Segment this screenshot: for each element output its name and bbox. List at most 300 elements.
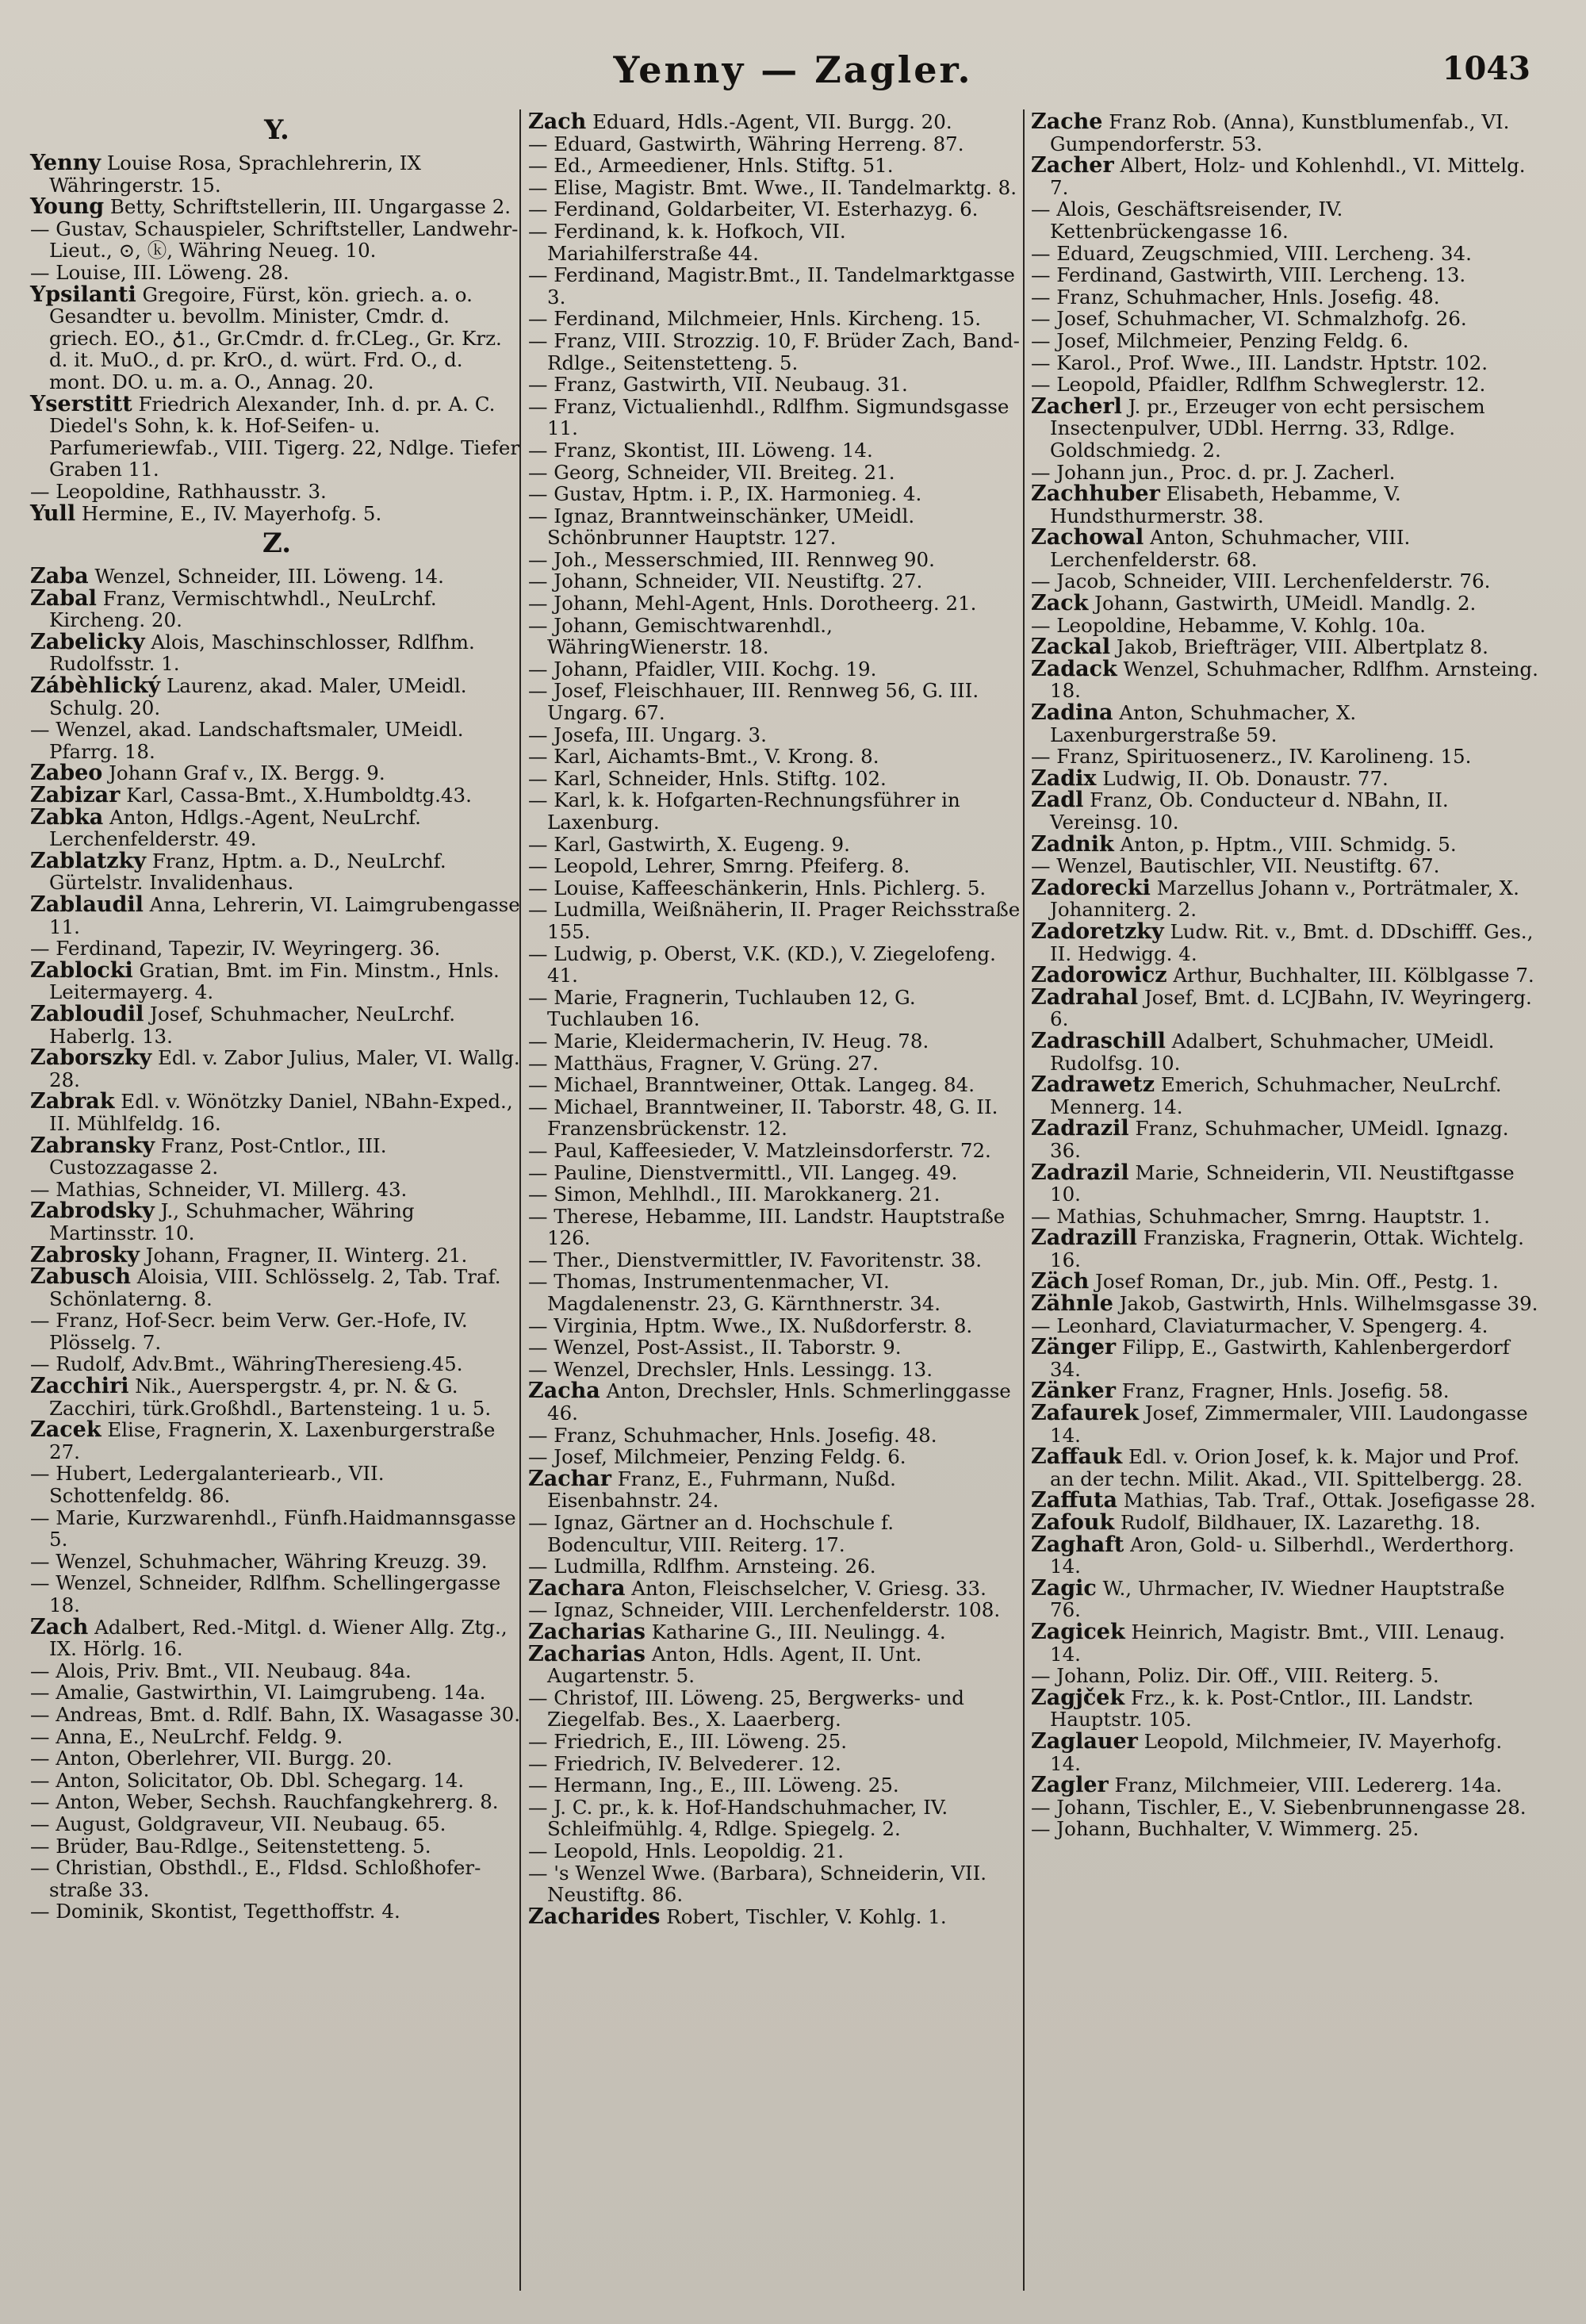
entry-text: — Hermann, Ing., E., III. Löweng. 25.: [528, 1774, 899, 1797]
directory-entry: [528, 330, 1021, 374]
directory-entry: [30, 284, 523, 393]
entry-text: — Ferdinand, k. k. Hofkoch, VII. Mariahilferstraße 44.: [528, 219, 846, 265]
directory-entry: [1031, 1575, 1538, 1622]
entry-text: Filipp, E., Gastwirth, Kahlenbergerdorf 34.: [1050, 1336, 1510, 1381]
directory-entry: [528, 1030, 1021, 1053]
directory-entry: [1031, 393, 1538, 462]
entry-text: — Leopold, Pfaidler, Rdlfhm Schweglerstr. 12.: [1031, 373, 1486, 397]
entry-surname: Zacek: [30, 1417, 102, 1443]
directory-entry: [1031, 964, 1538, 987]
directory-entry: [528, 1162, 1021, 1184]
directory-entry: [528, 1053, 1021, 1075]
entry-text: Anton, Hdls. Agent, II. Unt. Augartenstr. 5.: [547, 1642, 922, 1688]
directory-entry: [528, 549, 1021, 571]
directory-entry: [1031, 1315, 1538, 1337]
entry-text: Wenzel, Schuhmacher, Rdlfhm. Arnsteing. 18.: [1050, 657, 1538, 703]
directory-entry: [30, 1353, 523, 1375]
directory-entry: [30, 1791, 523, 1813]
entry-surname: Zachara: [528, 1575, 626, 1601]
directory-entry: [1031, 1336, 1538, 1380]
directory-entry: [30, 1091, 523, 1134]
entry-surname: Zagic: [1031, 1575, 1097, 1601]
entry-text: Edl. v. Orion Josef, k. k. Major und Prof. an der techn. Milit. Akad., VII. Spittelbergg. 28.: [1050, 1445, 1523, 1490]
entry-surname: Zacharias: [528, 1619, 646, 1644]
directory-entry: [528, 1797, 1021, 1840]
directory-entry: [1031, 286, 1538, 309]
entry-surname: Zadoretzky: [1031, 918, 1164, 944]
entry-surname: Zache: [1031, 109, 1103, 134]
entry-text: — Wenzel, Schuhmacher, Währing Kreuzg. 39.: [30, 1549, 488, 1573]
entry-surname: Zabizar: [30, 783, 121, 808]
directory-entry: [528, 834, 1021, 856]
entry-text: Franz Rob. (Anna), Kunstblumenfab., VI. Gumpendorferstr. 53.: [1050, 110, 1510, 155]
entry-text: Anton, Schuhmacher, VIII. Lerchenfelderstr. 68.: [1050, 526, 1411, 571]
entry-text: Aloisia, VIII. Schlösselg. 2, Tab. Traf. Schönlaterng. 8.: [49, 1265, 501, 1310]
entry-surname: Zafouk: [1031, 1510, 1115, 1535]
directory-entry: [1031, 1797, 1538, 1819]
directory-entry: [528, 1621, 1021, 1643]
entry-text: Franz, Vermischtwhdl., NeuLrchf. Kircheng. 20.: [49, 586, 437, 632]
directory-entry: [528, 374, 1021, 396]
column-2: [528, 111, 1021, 1927]
entry-surname: Zach: [30, 1614, 89, 1639]
directory-entry: [1031, 1402, 1538, 1446]
entry-text: Aron, Gold- u. Silberhdl., Werderthorg. 14.: [1050, 1532, 1515, 1578]
entry-text: — Anna, E., NeuLrchf. Feldg. 9.: [30, 1724, 343, 1748]
directory-entry: [30, 1747, 523, 1770]
entry-surname: Zadrawetz: [1031, 1072, 1155, 1098]
entry-text: — Karl, Schneider, Hnls. Stiftg. 102.: [528, 766, 887, 790]
directory-entry: [1031, 1534, 1538, 1578]
entry-surname: Yull: [30, 500, 76, 526]
entry-text: — Ed., Armeediener, Hnls. Stiftg. 51.: [528, 154, 894, 178]
entry-text: Albert, Holz- und Kohlenhdl., VI. Mittelg. 7.: [1050, 154, 1526, 199]
entry-surname: Zänger: [1031, 1335, 1117, 1360]
directory-entry: [528, 221, 1021, 264]
directory-entry: [1031, 746, 1538, 768]
directory-entry: [30, 631, 523, 675]
entry-text: — Ignaz, Branntweinschänker, UMeidl. Schönbrunner Hauptstr. 127.: [528, 504, 915, 550]
entry-text: Josef, Schuhmacher, NeuLrchf. Haberlg. 13.: [49, 1002, 456, 1048]
entry-text: — Christof, III. Löweng. 25, Bergwerks- und Ziegelfab. Bes., X. Laaerberg.: [528, 1685, 964, 1731]
entry-text: — Franz, Victualienhdl., Rdlfhm. Sigmundsgasse 11.: [528, 394, 1009, 440]
entry-text: Franz, Ob. Conducteur d. NBahn, II. Vereinsg. 10.: [1050, 788, 1449, 834]
entry-surname: Yserstitt: [30, 391, 132, 416]
entry-text: — Georg, Schneider, VII. Breiteg. 21.: [528, 460, 895, 484]
entry-text: — Pauline, Dienstvermittl., VII. Langeg. 49.: [528, 1160, 958, 1184]
entry-text: Robert, Tischler, V. Kohlg. 1.: [660, 1904, 947, 1928]
entry-text: — Johann, Schneider, VII. Neustiftg. 27.: [528, 569, 923, 593]
entry-text: — Josef, Schuhmacher, VI. Schmalzhofg. 26.: [1031, 307, 1467, 331]
entry-text: Anton, Fleischselcher, V. Griesg. 33.: [625, 1576, 986, 1600]
directory-entry: [1031, 984, 1538, 1031]
directory-entry: [1031, 1162, 1538, 1206]
directory-entry: [1031, 789, 1538, 833]
entry-text: — Wenzel, Bautischler, VII. Neustiftg. 67.: [1031, 854, 1440, 878]
entry-text: Rudolf, Bildhauer, IX. Lazarethg. 18.: [1114, 1511, 1481, 1534]
entry-text: — Mathias, Schuhmacher, Smrng. Hauptstr. 1.: [1031, 1204, 1490, 1228]
directory-entry: [1031, 765, 1538, 791]
entry-text: — Elise, Magistr. Bmt. Wwe., II. Tandelmarktg. 8.: [528, 175, 1017, 199]
entry-text: — Marie, Kurzwarenhdl., Fünfh.Haidmannsgasse 5.: [30, 1505, 516, 1551]
entry-surname: Zacharias: [528, 1641, 646, 1666]
directory-entry: [528, 768, 1021, 790]
entry-surname: Zadraschill: [1031, 1028, 1166, 1053]
directory-entry: [30, 675, 523, 719]
directory-entry: [528, 570, 1021, 593]
directory-entry: [1031, 243, 1538, 265]
entry-text: — Amalie, Gastwirthin, VI. Laimgrubeng. 14a.: [30, 1681, 486, 1705]
directory-entry: [528, 308, 1021, 330]
directory-entry: [1031, 1380, 1538, 1402]
entry-text: — Hubert, Ledergalanteriearb., VII. Schottenfeldg. 86.: [30, 1462, 385, 1508]
directory-entry: [1031, 308, 1538, 330]
entry-text: Adalbert, Red.-Mitgl. d. Wiener Allg. Ztg., IX. Hörlg. 16.: [49, 1615, 508, 1661]
directory-entry: [528, 1753, 1021, 1775]
directory-entry: [1031, 1446, 1538, 1490]
directory-entry: [30, 1682, 523, 1704]
entry-surname: Zadnik: [1031, 831, 1114, 857]
page-header: [0, 44, 1586, 99]
directory-entry: [528, 1687, 1021, 1731]
column-rule-2: [1023, 109, 1025, 2291]
directory-entry: [528, 1840, 1021, 1862]
directory-entry: [528, 1140, 1021, 1162]
entry-text: — Johann, Poliz. Dir. Off., VIII. Reiterg. 5.: [1031, 1664, 1439, 1688]
entry-text: Jakob, Gastwirth, Hnls. Wilhelmsgasse 39.: [1113, 1292, 1538, 1316]
directory-entry: [1031, 527, 1538, 570]
entry-surname: Zabelicky: [30, 629, 145, 654]
column-3: [1031, 111, 1538, 1840]
entry-text: — Paul, Kaffeesieder, V. Matzleinsdorferstr. 72.: [528, 1138, 991, 1162]
entry-surname: Zagicek: [1031, 1619, 1125, 1644]
directory-entry: [528, 987, 1021, 1030]
directory-entry: [1031, 1271, 1538, 1293]
directory-entry: [1031, 483, 1538, 527]
entry-text: Marie, Schneiderin, VII. Neustiftgasse 10.: [1050, 1160, 1515, 1206]
directory-entry: [30, 1616, 523, 1660]
entry-surname: Zabloudil: [30, 1001, 144, 1026]
directory-entry: [1031, 1293, 1538, 1315]
directory-entry: [1031, 615, 1538, 637]
directory-entry: [528, 1446, 1021, 1468]
directory-entry: [30, 1726, 523, 1748]
entry-text: — Karol., Prof. Wwe., III. Landstr. Hptstr. 102.: [1031, 351, 1488, 374]
entry-text: — Mathias, Schneider, VI. Millerg. 43.: [30, 1177, 408, 1201]
directory-entry: [30, 1572, 523, 1616]
directory-entry: [528, 1096, 1021, 1140]
entry-text: Anton, p. Hptm., VIII. Schmidg. 5.: [1113, 832, 1457, 856]
entry-text: — Josef, Milchmeier, Penzing Feldg. 6.: [1031, 328, 1409, 352]
entry-surname: Zaglauer: [1031, 1728, 1138, 1754]
entry-surname: Zafaurek: [1031, 1401, 1140, 1426]
entry-surname: Zadorecki: [1031, 875, 1151, 900]
directory-entry: [30, 784, 523, 807]
entry-text: — Josefa, III. Ungarg. 3.: [528, 723, 767, 746]
entry-surname: Zabrosky: [30, 1242, 140, 1267]
directory-entry: [1031, 1030, 1538, 1074]
directory-entry: [30, 938, 523, 960]
directory-entry: [30, 1704, 523, 1726]
directory-entry: [1031, 1774, 1538, 1797]
directory-entry: [30, 1310, 523, 1353]
directory-entry: [30, 196, 523, 218]
directory-entry: [30, 1003, 523, 1047]
entry-surname: Zabrodsky: [30, 1198, 155, 1224]
directory-entry: [1031, 1490, 1538, 1512]
directory-entry: [30, 1660, 523, 1682]
directory-entry: [30, 393, 523, 481]
directory-entry: [528, 505, 1021, 549]
directory-entry: [528, 1271, 1021, 1314]
entry-surname: Zaffauk: [1031, 1444, 1123, 1470]
entry-surname: Zadack: [1031, 656, 1117, 681]
entry-text: — Ferdinand, Milchmeier, Hnls. Kircheng. 15.: [528, 307, 982, 331]
entry-text: — Ferdinand, Tapezir, IV. Weyringerg. 36.: [30, 937, 441, 961]
entry-text: — Karl, Gastwirth, X. Eugeng. 9.: [528, 832, 850, 856]
directory-entry: [30, 894, 523, 938]
entry-text: — Wenzel, Drechsler, Hnls. Lessingg. 13.: [528, 1357, 933, 1381]
directory-entry: [1031, 1227, 1538, 1271]
directory-entry: [1031, 111, 1538, 155]
directory-entry: [528, 680, 1021, 723]
entry-text: Anna, Lehrerin, VI. Laimgrubengasse 11.: [49, 893, 520, 938]
directory-entry: [528, 724, 1021, 746]
directory-entry: [30, 1463, 523, 1506]
directory-entry: [1031, 330, 1538, 352]
entry-text: — Franz, Schuhmacher, Hnls. Josefig. 48.: [528, 1423, 937, 1447]
directory-entry: [30, 1419, 523, 1463]
entry-text: — Johann, Gemischtwarenhdl., WähringWienerstr. 18.: [528, 613, 833, 659]
directory-entry: [30, 1507, 523, 1551]
entry-surname: Zadl: [1031, 788, 1084, 813]
entry-text: Alois, Maschinschlosser, Rdlfhm. Rudolfsstr. 1.: [49, 630, 475, 676]
entry-text: Johann Graf v., IX. Bergg. 9.: [102, 761, 385, 785]
entry-text: — Ludwig, p. Oberst, V.K. (KD.), V. Ziegelofeng. 41.: [528, 941, 996, 988]
directory-entry: [1031, 855, 1538, 877]
entry-text: Gregoire, Fürst, kön. griech. a. o. Gesandter u. bevollm. Minister, Cmdr. d. griech. EO., ♁1., Gr.Cmdr. d. fr.CLeg., Gr. Krz. d. it. MuO., d. pr. KrO., d. würt. Frd. O., d. mont. DO. u. m. a. O., Annag. 20.: [49, 282, 502, 393]
directory-entry: [528, 658, 1021, 681]
entry-text: — 's Wenzel Wwe. (Barbara), Schneiderin, VII. Neustiftg. 86.: [528, 1861, 987, 1907]
directory-entry: [30, 152, 523, 196]
directory-entry: [528, 1359, 1021, 1381]
entry-text: Hermine, E., IV. Mayerhofg. 5.: [75, 501, 382, 525]
directory-entry: [1031, 877, 1538, 921]
entry-text: — Eduard, Gastwirth, Währing Herreng. 87.: [528, 132, 964, 155]
entry-text: — Michael, Branntweiner, II. Taborstr. 48, G. II. Franzensbrückenstr. 12.: [528, 1095, 998, 1141]
entry-text: — Gustav, Hptm. i. P., IX. Harmonieg. 4.: [528, 482, 922, 506]
entry-text: — Matthäus, Fragner, V. Grüng. 27.: [528, 1051, 879, 1075]
entry-text: — Wenzel, Post-Assist., II. Taborstr. 9.: [528, 1336, 902, 1360]
entry-surname: Ypsilanti: [30, 282, 136, 307]
entry-surname: Zaghaft: [1031, 1532, 1124, 1557]
entry-text: — Ignaz, Schneider, VIII. Lerchenfelderstr. 108.: [528, 1598, 1001, 1622]
directory-entry: [528, 198, 1021, 221]
directory-entry: [1031, 198, 1538, 242]
entry-surname: Yenny: [30, 151, 102, 175]
entry-surname: Zagjček: [1031, 1685, 1125, 1710]
entry-text: — Andreas, Bmt. d. Rdlf. Bahn, IX. Wasagasse 30.: [30, 1702, 521, 1726]
entry-text: — Friedrich, IV. Belvederег. 12.: [528, 1751, 841, 1775]
entry-text: — Josef, Milchmeier, Penzing Feldg. 6.: [528, 1445, 906, 1469]
entry-text: — Virginia, Hptm. Wwe., IX. Nußdorferstr. 8.: [528, 1313, 973, 1337]
entry-text: — Leopoldine, Rathhausstr. 3.: [30, 479, 327, 503]
directory-entry: [1031, 352, 1538, 374]
directory-entry: [30, 218, 523, 262]
entry-surname: Zachar: [528, 1466, 611, 1491]
directory-entry: [528, 1862, 1021, 1906]
entry-text: Emerich, Schuhmacher, NeuLrchf. Mennerg. 14.: [1050, 1073, 1502, 1118]
directory-entry: [1031, 636, 1538, 658]
directory-entry: [30, 1047, 523, 1091]
entry-text: Wenzel, Schneider, III. Löweng. 14.: [88, 565, 444, 589]
entry-text: — Leonhard, Claviaturmacher, V. Spengerg. 4.: [1031, 1313, 1488, 1337]
entry-text: — Franz, VIII. Strozzig. 10, F. Brüder Zach, Band-Rdlge., Seitenstetteng. 5.: [528, 328, 1020, 374]
entry-surname: Zaborszky: [30, 1045, 152, 1071]
entry-surname: Zacchiri: [30, 1374, 129, 1399]
entry-text: — Johann, Buchhalter, V. Wimmerg. 25.: [1031, 1817, 1419, 1841]
entry-text: — Alois, Geschäftsreisender, IV. Kettenbrückengasse 16.: [1031, 198, 1343, 243]
entry-text: — Friedrich, E., III. Löweng. 25.: [528, 1729, 847, 1753]
entry-text: Edl. v. Zabor Julius, Maler, VI. Wallg. 28.: [49, 1046, 520, 1091]
directory-entry: [528, 1074, 1021, 1096]
entry-text: Karl, Cassa-Bmt., X.Humboldtg.43.: [120, 784, 472, 807]
directory-entry: [1031, 1818, 1538, 1840]
directory-entry: [30, 1135, 523, 1179]
entry-text: — Wenzel, akad. Landschaftsmaler, UMeidl. Pfarrg. 18.: [30, 718, 464, 763]
entry-text: — J. C. pr., k. k. Hof-Handschuhmacher, IV. Schleifmühlg. 4, Rdlge. Spiegelg. 2.: [528, 1795, 948, 1841]
entry-text: — Johann, Pfaidler, VIII. Kochg. 19.: [528, 657, 877, 681]
entry-text: — Franz, Gastwirth, VII. Neubaug. 31.: [528, 373, 908, 397]
entry-text: — Rudolf, Adv.Bmt., WähringTheresieng.45.: [30, 1352, 463, 1376]
entry-surname: Zachhuber: [1031, 481, 1160, 507]
entry-text: Leopold, Milchmeier, IV. Mayerhofg. 14.: [1050, 1729, 1503, 1775]
entry-surname: Zacher: [1031, 153, 1114, 178]
entry-text: Anton, Drechsler, Hnls. Schmerlinggasse 46.: [547, 1379, 1011, 1425]
directory-entry: [528, 1315, 1021, 1337]
entry-text: Jakob, Briefträger, VIII. Albertplatz 8.: [1110, 635, 1488, 659]
section-letter: Z.: [262, 527, 292, 560]
entry-text: — Franz, Spirituosenerz., IV. Karolineng. 15.: [1031, 745, 1472, 769]
entry-surname: Zäch: [1031, 1269, 1090, 1294]
directory-entry: [30, 481, 523, 503]
entry-text: Franz, Schuhmacher, UMeidl. Ignazg. 36.: [1050, 1117, 1509, 1162]
entry-text: — Ferdinand, Goldarbeiter, VI. Esterhazyg. 6.: [528, 198, 979, 221]
directory-entry: [30, 804, 523, 851]
entry-text: — Franz, Hof-Secr. beim Verw. Ger.-Hofe, IV. Plösselg. 7.: [30, 1309, 468, 1354]
directory-entry: [1031, 1621, 1538, 1665]
directory-entry: [30, 1551, 523, 1573]
entry-surname: Zack: [1031, 591, 1089, 616]
entry-text: — August, Goldgraveur, VII. Neubaug. 65.: [30, 1812, 446, 1835]
entry-text: — Leopoldine, Hebamme, V. Kohlg. 10a.: [1031, 613, 1426, 637]
entry-text: Mathias, Tab. Traf., Ottak. Josefigasse 28.: [1117, 1489, 1536, 1513]
entry-text: — Franz, Schuhmacher, Hnls. Josefig. 48.: [1031, 285, 1440, 309]
entry-text: — Joh., Messerschmied, III. Rennweg 90.: [528, 547, 935, 571]
entry-text: — Therese, Hebamme, III. Landstr. Hauptstraße 126.: [528, 1204, 1006, 1250]
directory-entry: [30, 850, 523, 894]
directory-entry: [30, 500, 523, 526]
directory-entry: [1031, 831, 1538, 857]
entry-surname: Zadrazil: [1031, 1160, 1129, 1185]
entry-text: Josef Roman, Dr., jub. Min. Off., Pestg. 1.: [1089, 1270, 1499, 1294]
entry-surname: Zänker: [1031, 1379, 1116, 1404]
entry-text: Friedrich Alexander, Inh. d. pr. A. C. Diedel's Sohn, k. k. Hof-Seifen- u. Parfumeriewfab., VIII. Tigerg. 22, Ndlge. Tiefer Graben 11.: [49, 392, 520, 481]
entry-surname: Zabransky: [30, 1133, 155, 1158]
entry-surname: Zabka: [30, 804, 104, 830]
entry-text: — Karl, k. k. Hofgarten-Rechnungsführer in Laxenburg.: [528, 788, 960, 834]
entry-text: — Ludmilla, Weißnäherin, II. Prager Reichsstraße 155.: [528, 898, 1021, 943]
directory-entry: [30, 1200, 523, 1244]
entry-text: — Louise, Kaffeeschänkerin, Hnls. Pichlerg. 5.: [528, 876, 986, 899]
entry-surname: Zablocki: [30, 957, 133, 983]
entry-text: — Franz, Skontist, III. Löweng. 14.: [528, 438, 873, 462]
entry-text: — Alois, Priv. Bmt., VII. Neubaug. 84a.: [30, 1659, 412, 1682]
directory-entry: [528, 1206, 1021, 1249]
page-number: 1043: [1442, 50, 1530, 87]
directory-entry: [1031, 1687, 1538, 1731]
entry-surname: Zabal: [30, 585, 97, 611]
entry-text: — Marie, Fragnerin, Tuchlauben 12, G. Tuchlauben 16.: [528, 985, 916, 1031]
entry-text: Heinrich, Magistr. Bmt., VIII. Lenaug. 14.: [1050, 1620, 1505, 1666]
directory-entry: [528, 133, 1021, 155]
running-title: Yenny — Zagler.: [613, 48, 973, 91]
entry-surname: Zabusch: [30, 1264, 131, 1290]
entry-surname: Zabeo: [30, 761, 103, 786]
entry-text: — Ludmilla, Rdlfhm. Arnsteing. 26.: [528, 1555, 876, 1578]
entry-text: — Eduard, Zeugschmied, VIII. Lercheng. 34.: [1031, 241, 1472, 265]
directory-entry: [528, 1731, 1021, 1753]
entry-text: Franz, Fragner, Hnls. Josefig. 58.: [1115, 1379, 1450, 1403]
directory-entry: [1031, 1728, 1538, 1775]
entry-text: Betty, Schriftstellerin, III. Ungargasse 2.: [104, 195, 511, 219]
directory-entry: [528, 1906, 1021, 1928]
entry-text: Ludwig, II. Ob. Donaustr. 77.: [1096, 766, 1389, 790]
directory-entry: [528, 1425, 1021, 1447]
directory-entry: [30, 719, 523, 762]
directory-entry: [30, 1244, 523, 1267]
entry-text: — Michael, Branntweiner, Ottak. Langeg. 84.: [528, 1073, 975, 1097]
directory-entry: [528, 483, 1021, 505]
entry-text: Josef, Zimmermaler, VIII. Laudongasse 14.: [1050, 1402, 1528, 1447]
entry-text: — Johann jun., Proc. d. pr. J. Zacherl.: [1031, 460, 1396, 484]
entry-text: — Josef, Fleischhauer, III. Rennweg 56, G. III. Ungarg. 67.: [528, 679, 979, 725]
entry-text: — Leopold, Hnls. Leopoldig. 21.: [528, 1839, 844, 1862]
directory-entry: [528, 111, 1021, 133]
entry-surname: Zadorowicz: [1031, 963, 1167, 988]
entry-text: Louise Rosa, Sprachlehrerin, IX Währingerstr. 15.: [49, 151, 421, 197]
directory-entry: [1031, 264, 1538, 286]
entry-text: — Ferdinand, Magistr.Bmt., II. Tandelmarktgasse 3.: [528, 263, 1015, 309]
directory-entry: [30, 1375, 523, 1419]
directory-entry: [528, 593, 1021, 615]
entry-text: Anton, Schuhmacher, X. Laxenburgerstraße 59.: [1050, 701, 1357, 746]
entry-text: Franziska, Fragnerin, Ottak. Wichtelg. 16.: [1050, 1226, 1524, 1271]
entry-text: — Johann, Tischler, E., V. Siebenbrunnengasse 28.: [1031, 1795, 1527, 1819]
entry-surname: Zach: [528, 109, 587, 134]
directory-entry: [30, 1813, 523, 1835]
entry-text: — Jacob, Schneider, VIII. Lerchenfelderstr. 76.: [1031, 569, 1491, 593]
directory-entry: [30, 1266, 523, 1310]
directory-entry: [528, 877, 1021, 899]
directory-entry: [1031, 1512, 1538, 1534]
directory-entry: [528, 1249, 1021, 1271]
directory-entry: [1031, 1118, 1538, 1161]
entry-surname: Zacherl: [1031, 393, 1122, 419]
entry-surname: Zabrak: [30, 1089, 115, 1114]
directory-entry: [30, 1857, 523, 1900]
directory-entry: [30, 1770, 523, 1792]
